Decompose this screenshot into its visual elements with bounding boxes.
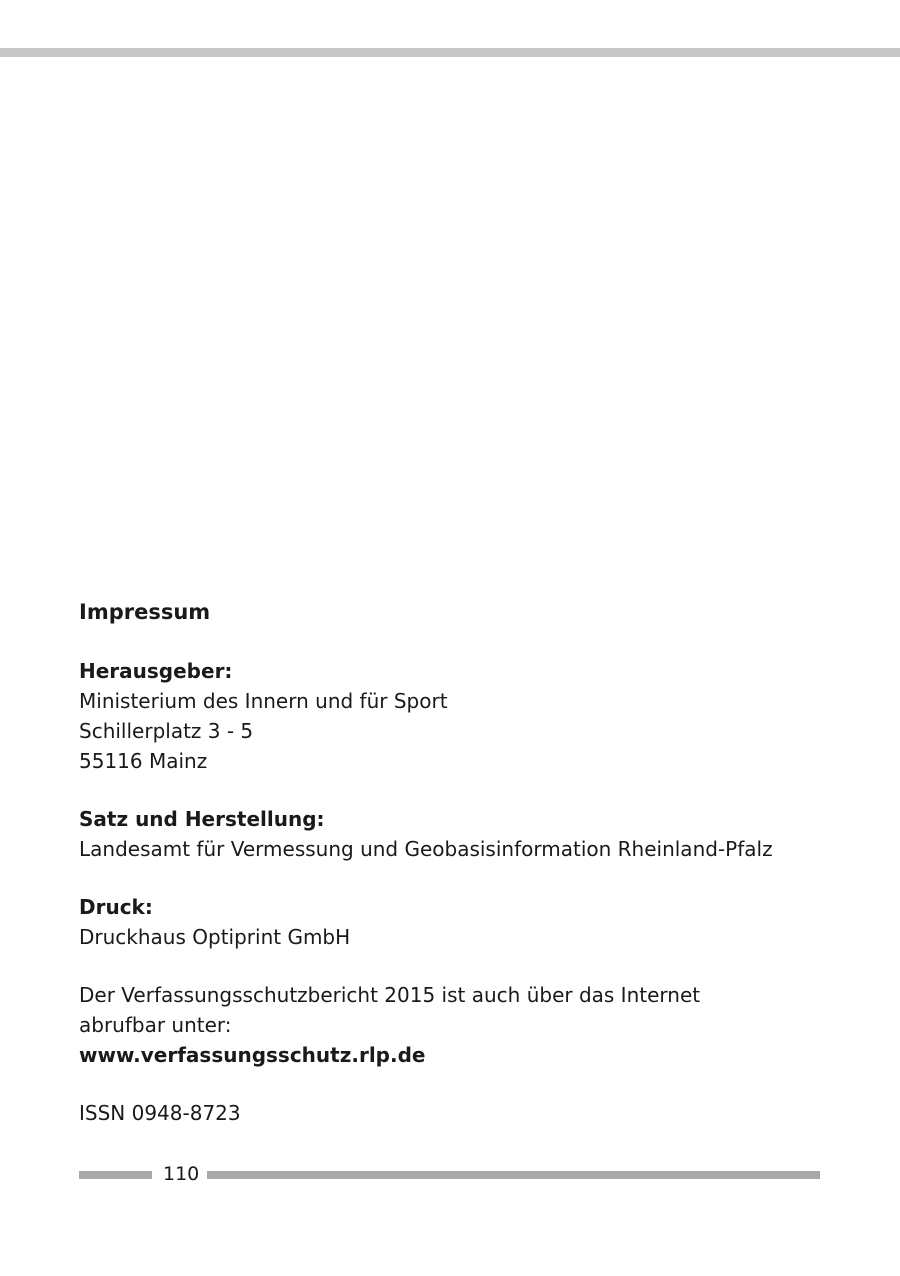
publisher-name: Ministerium des Innern und für Sport <box>79 689 448 713</box>
issn-value: ISSN 0948-8723 <box>79 1101 241 1125</box>
page-number: 110 <box>163 1163 200 1185</box>
publisher-block <box>79 656 779 776</box>
typesetting-block <box>79 804 779 864</box>
website-link[interactable]: www.verfassungsschutz.rlp.de <box>79 1043 426 1067</box>
print-block <box>79 892 779 952</box>
publisher-city: 55116 Mainz <box>79 749 208 773</box>
page-footer <box>79 1160 820 1188</box>
internet-block <box>79 980 779 1070</box>
print-label: Druck: <box>79 895 153 919</box>
footer-bar-left <box>79 1171 152 1179</box>
impressum-section <box>79 596 779 1128</box>
typesetting-label: Satz und Herstellung: <box>79 807 325 831</box>
publisher-street: Schillerplatz 3 - 5 <box>79 719 254 743</box>
publisher-label: Herausgeber: <box>79 659 233 683</box>
print-value: Druckhaus Optiprint GmbH <box>79 925 351 949</box>
issn-block <box>79 1098 779 1128</box>
footer-bar-right <box>207 1171 820 1179</box>
internet-text: Der Verfassungsschutzbericht 2015 ist auch über das Internet abrufbar unter: <box>79 983 701 1037</box>
top-rule <box>0 48 900 57</box>
typesetting-value: Landesamt für Vermessung und Geobasisinformation Rheinland-Pfalz <box>79 837 773 861</box>
impressum-title: Impressum <box>79 600 211 624</box>
